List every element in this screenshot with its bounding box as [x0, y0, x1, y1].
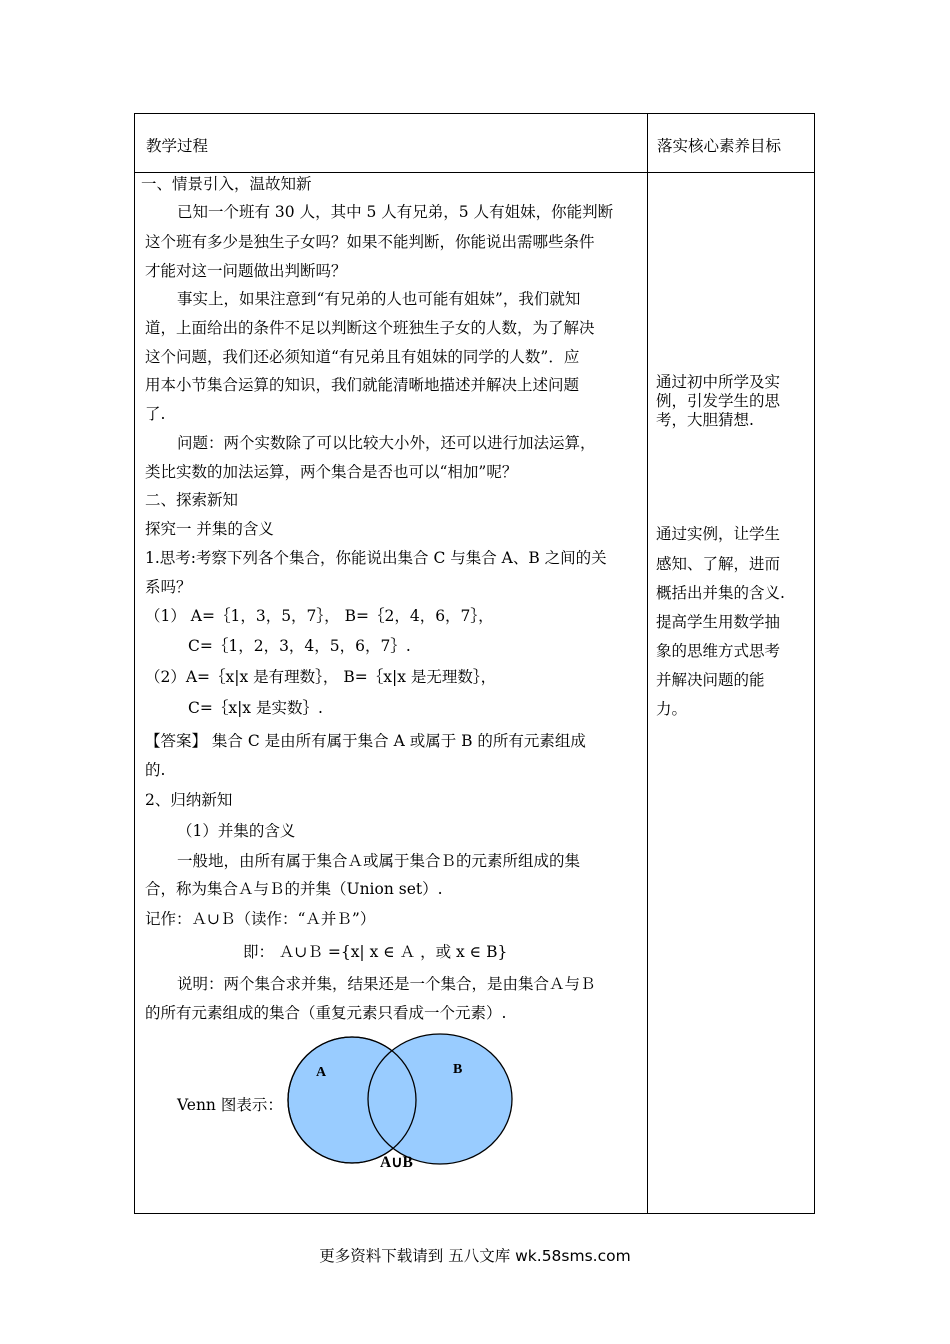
section-1-title: 一、情景引入，温故知新 [141, 175, 312, 193]
venn-label: Venn 图表示： [177, 1096, 283, 1114]
header-core-goals: 落实核心素养目标 [657, 137, 782, 155]
goal-2-line-2: 感知、了解，进而 [656, 555, 781, 573]
goal-2-line-6: 并解决问题的能 [656, 671, 765, 689]
answer-line-2: 的. [145, 761, 166, 779]
example-2-c: C=｛x|x 是实数｝. [188, 699, 323, 717]
header-teaching-process: 教学过程 [146, 137, 209, 155]
goal-1-line-3: 考，大胆猜想. [656, 411, 754, 429]
para-2-line-3: 这个问题，我们还必须知道“有兄弟且有姐妹的同学的人数”．应 [145, 348, 580, 366]
goal-1-text-1: 通过初中所学及实 [656, 373, 781, 391]
goal-2-line-7: 力。 [656, 700, 688, 718]
example-1-c: C=｛1，2，3，4，5，6，7｝. [188, 637, 411, 655]
goal-1-line-1 [656, 372, 806, 392]
para-1-line-3: 才能对这一问题做出判断吗？ [145, 262, 347, 280]
para-2-line-2: 道，上面给出的条件不足以判断这个班独生子女的人数，为了解决 [145, 319, 595, 337]
footer-download-link[interactable]: 更多资料下载请到 五八文库 wk.58sms.com [319, 1247, 631, 1265]
answer-line-1: 【答案】 集合 C 是由所有属于集合 A 或属于 B 的所有元素组成 [145, 732, 586, 750]
note-line-1: 说明：两个集合求并集，结果还是一个集合，是由集合Ａ与Ｂ [177, 975, 596, 993]
definition-line-1: 一般地，由所有属于集合Ａ或属于集合Ｂ的元素所组成的集 [177, 852, 581, 870]
venn-label-b: B [453, 1062, 463, 1077]
notation: 记作：Ａ∪Ｂ（读作：“Ａ并Ｂ”） [145, 910, 376, 928]
venn-caption: A∪B [380, 1154, 413, 1171]
think-line-1: 1.思考:考察下列各个集合，你能说出集合 C 与集合 A、B 之间的关 [145, 549, 607, 567]
example-2-ab: （2）A=｛x|x 是有理数｝， B=｛x|x 是无理数｝， [145, 668, 497, 686]
para-3-line-1: 问题：两个实数除了可以比较大小外，还可以进行加法运算， [177, 434, 596, 452]
venn-set-b [368, 1034, 512, 1164]
para-2-line-1: 事实上，如果注意到“有兄弟的人也可能有姐妹”，我们就知 [177, 290, 581, 308]
union-title: （1）并集的含义 [177, 822, 296, 840]
goal-2-line-1: 通过实例，让学生 [656, 525, 781, 543]
goal-2-line-3: 概括出并集的含义. [656, 584, 785, 602]
definition-line-2: 合，称为集合Ａ与Ｂ的并集（Union set）. [145, 880, 443, 898]
example-1-ab: （1） A=｛1，3，5，7｝， B=｛2，4，6，7｝， [145, 607, 494, 625]
para-2-line-5: 了. [145, 405, 166, 423]
header-divider [135, 172, 814, 173]
think-line-2: 系吗？ [145, 578, 192, 596]
para-1-line-1: 已知一个班有 30 人，其中 5 人有兄弟，5 人有姐妹，你能判断 [177, 203, 614, 221]
goal-2-line-5: 象的思维方式思考 [656, 642, 781, 660]
goal-2-line-4: 提高学生用数学抽 [656, 613, 781, 631]
venn-label-a: A [316, 1065, 327, 1080]
induce-title: 2、归纳新知 [145, 791, 233, 809]
para-2-line-4: 用本小节集合运算的知识，我们就能清晰地描述并解决上述问题 [145, 376, 580, 394]
note-line-2: 的所有元素组成的集合（重复元素只看成一个元素）. [145, 1004, 507, 1022]
para-3-line-2: 类比实数的加法运算，两个集合是否也可以“相加”呢？ [145, 463, 518, 481]
set-builder-formula: 即： Ａ∪Ｂ ={x| x ∈ Ａ ，或 x ∈ B} [243, 943, 508, 961]
explore-1-title: 探究一 并集的含义 [145, 520, 274, 538]
goal-1-line-2: 例，引发学生的思 [656, 392, 781, 410]
column-divider [647, 114, 648, 1213]
para-1-line-2: 这个班有多少是独生子女吗？如果不能判断，你能说出需哪些条件 [145, 233, 595, 251]
section-2-title: 二、探索新知 [145, 491, 239, 509]
